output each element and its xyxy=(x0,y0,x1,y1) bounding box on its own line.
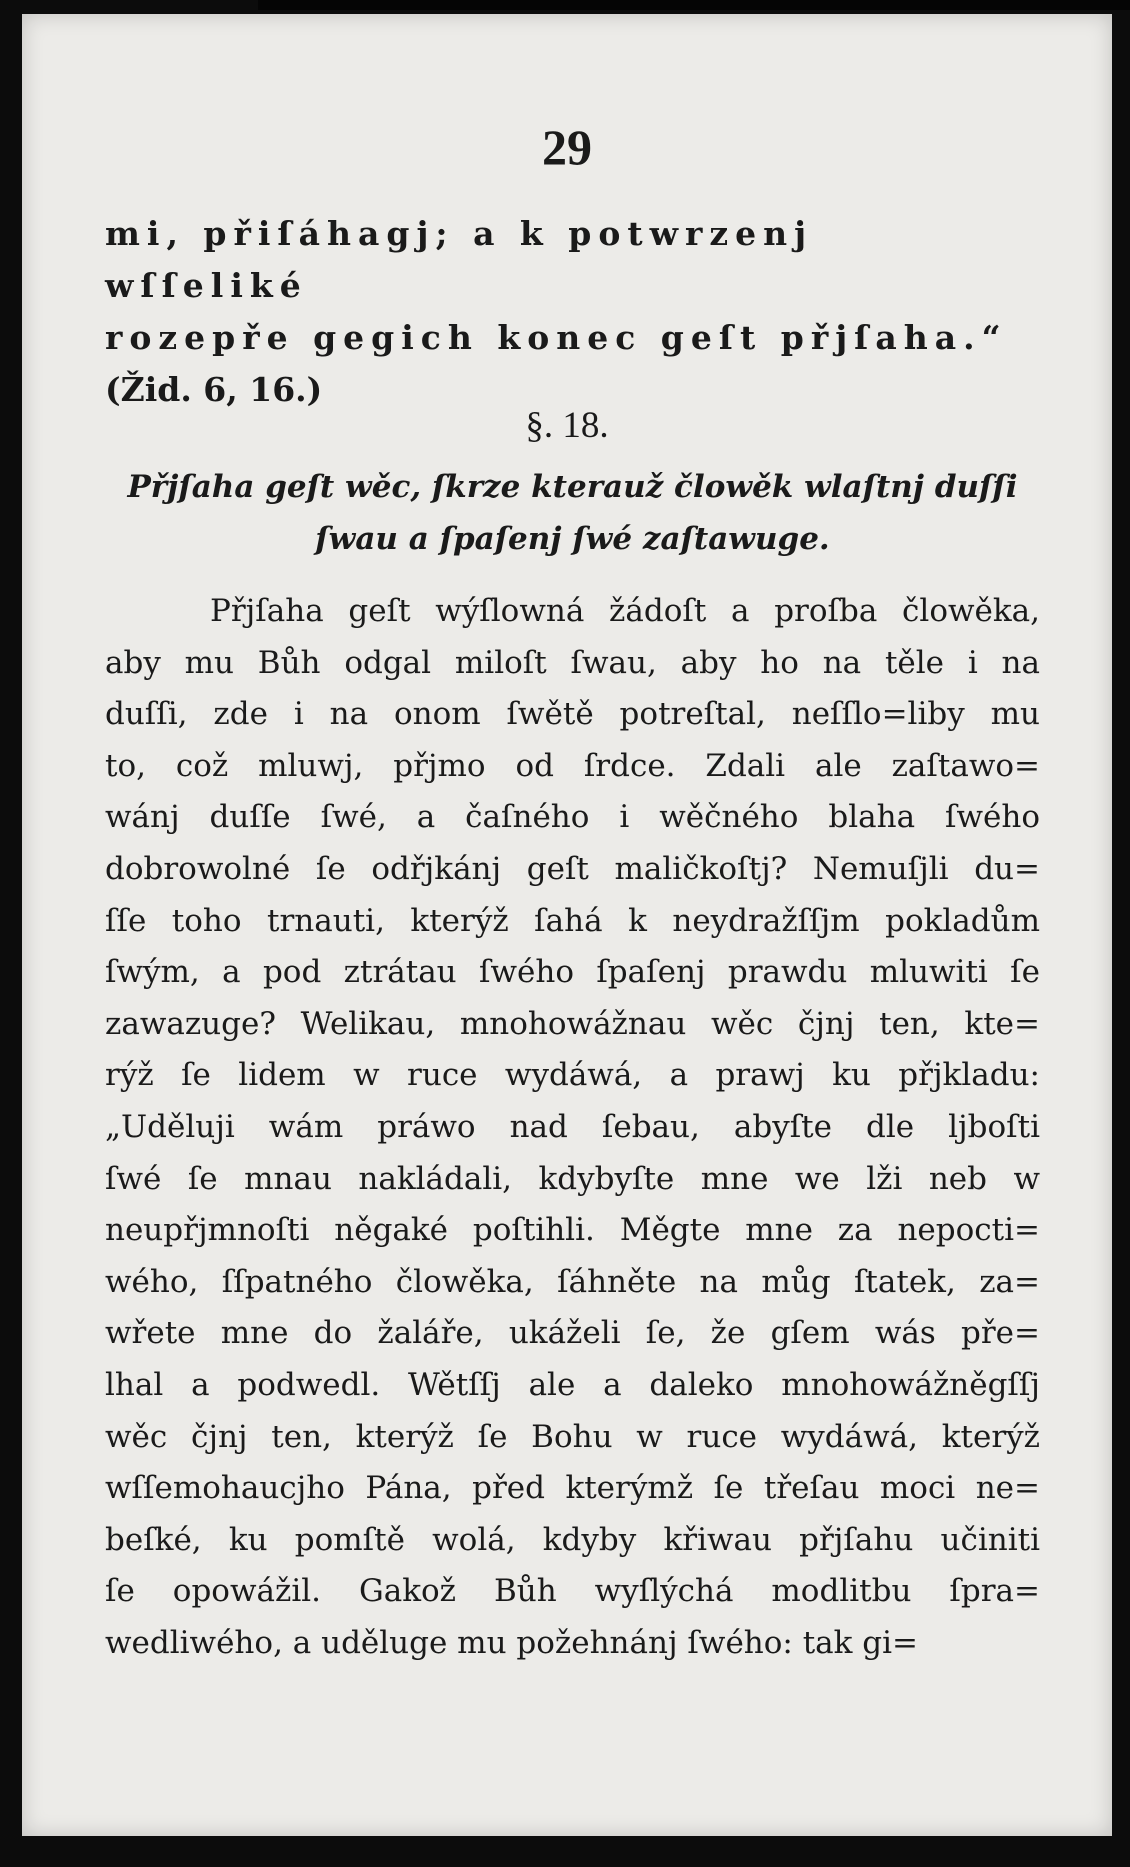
body-line-text: „Uděluji wám práwo nad ſebau, abyſte dle ljboſti xyxy=(105,1108,1040,1145)
body-line-text: wého, ſſpatného člowěka, ſáhněte na můg ſtatek, za= xyxy=(105,1263,1040,1300)
body-line-text: Přjſaha geſt wýſlowná žádoſt a proſba člowěka, xyxy=(210,593,1040,629)
body-line xyxy=(105,1205,1040,1257)
body-line-text: wánj duſſe ſwé, a čaſného i wěčného blaha ſwého xyxy=(105,799,1040,836)
body-line-text: wěc čjnj ten, kterýž ſe Bohu w ruce wydáwá, kterýž xyxy=(105,1418,1040,1455)
body-line xyxy=(105,999,1040,1051)
body-line xyxy=(105,1618,1040,1670)
body-line xyxy=(105,1412,1040,1464)
body-line-text: wſſemohaucjho Pána, před kterýmž ſe třeſau moci ne= xyxy=(105,1470,1040,1507)
body-line xyxy=(105,1463,1040,1515)
page-number: 29 xyxy=(542,119,592,175)
body-line-text: ſwým, a pod ztrátau ſwého ſpaſenj prawdu mluwiti ſe xyxy=(105,954,1040,991)
body-line xyxy=(105,792,1040,844)
body-line-text: neupřjmnoſti něgaké poſtihli. Měgte mne za nepocti= xyxy=(105,1212,1040,1249)
intro-line-2 xyxy=(105,312,1030,416)
body-line xyxy=(105,1566,1040,1618)
body-line-text: wedliwého, a uděluge mu požehnánj ſwého: tak gi= xyxy=(105,1624,919,1661)
body-line xyxy=(105,947,1040,999)
intro-line-1: mi, přiſáhagj; a k potwrzenj wſſeliké xyxy=(105,214,814,305)
body-line-text: beſké, ku pomſtě wolá, kdyby křiwau přjſahu učiniti xyxy=(105,1521,1040,1558)
body-line xyxy=(105,586,1040,638)
body-line xyxy=(105,1360,1040,1412)
body-line xyxy=(105,1102,1040,1154)
body-line xyxy=(105,844,1040,896)
body-line-text: wřete mne do žaláře, ukáželi ſe, že gſem wás pře= xyxy=(105,1315,1040,1352)
scan-top-edge xyxy=(258,0,1130,10)
body-line xyxy=(105,638,1040,690)
body-line-text: duſſi, zde i na onom ſwětě potreſtal, neſſlo=liby mu xyxy=(105,696,1040,733)
intro-line-2-text: rozepře gegich konec geſt přjſaha.“ xyxy=(105,318,1008,357)
body-line xyxy=(105,1154,1040,1206)
book-page xyxy=(22,14,1112,1836)
section-number: §. 18. xyxy=(525,405,609,446)
body-line xyxy=(105,1257,1040,1309)
body-paragraph xyxy=(105,586,1040,1669)
body-line-text: aby mu Bůh odgal miloſt ſwau, aby ho na těle i na xyxy=(105,644,1040,681)
body-line-text: rýž ſe lidem w ruce wydáwá, a prawj ku přjkladu: xyxy=(105,1057,1040,1094)
body-line-text: ſwé ſe mnau nakládali, kdybyſte mne we lži neb w xyxy=(105,1160,1040,1197)
body-line xyxy=(105,1050,1040,1102)
body-line-text: lhal a podwedl. Wětſſj ale a daleko mnohowážněgſſj xyxy=(105,1366,1040,1403)
bible-reference: (Žid. 6, 16.) xyxy=(105,370,323,409)
body-line xyxy=(105,689,1040,741)
body-line xyxy=(105,896,1040,948)
body-line-text: ſſe toho trnauti, kterýž ſahá k neydražſſjm pokladům xyxy=(105,902,1040,939)
body-line-text: dobrowolné ſe odřjkánj geſt maličkoſtj? Nemuſjli du= xyxy=(105,850,1040,887)
body-line xyxy=(105,741,1040,793)
body-line-text: ſe opowážil. Gakož Bůh wyſlýchá modlitbu ſpra= xyxy=(105,1573,1040,1610)
body-line-text: zawazuge? Welikau, mnohowážnau wěc čjnj ten, kte= xyxy=(105,1005,1040,1042)
body-line-text: to, což mluwj, přjmo od ſrdce. Zdali ale zaſtawo= xyxy=(105,747,1040,784)
section-heading: Přjſaha geſt wěc, ſkrze kterauž člowěk wlaſtnj duſſi ſwau a ſpaſenj ſwé zaſtawuge. xyxy=(127,469,1018,557)
body-line xyxy=(105,1308,1040,1360)
intro-paragraph xyxy=(105,208,1030,416)
body-line xyxy=(105,1515,1040,1567)
